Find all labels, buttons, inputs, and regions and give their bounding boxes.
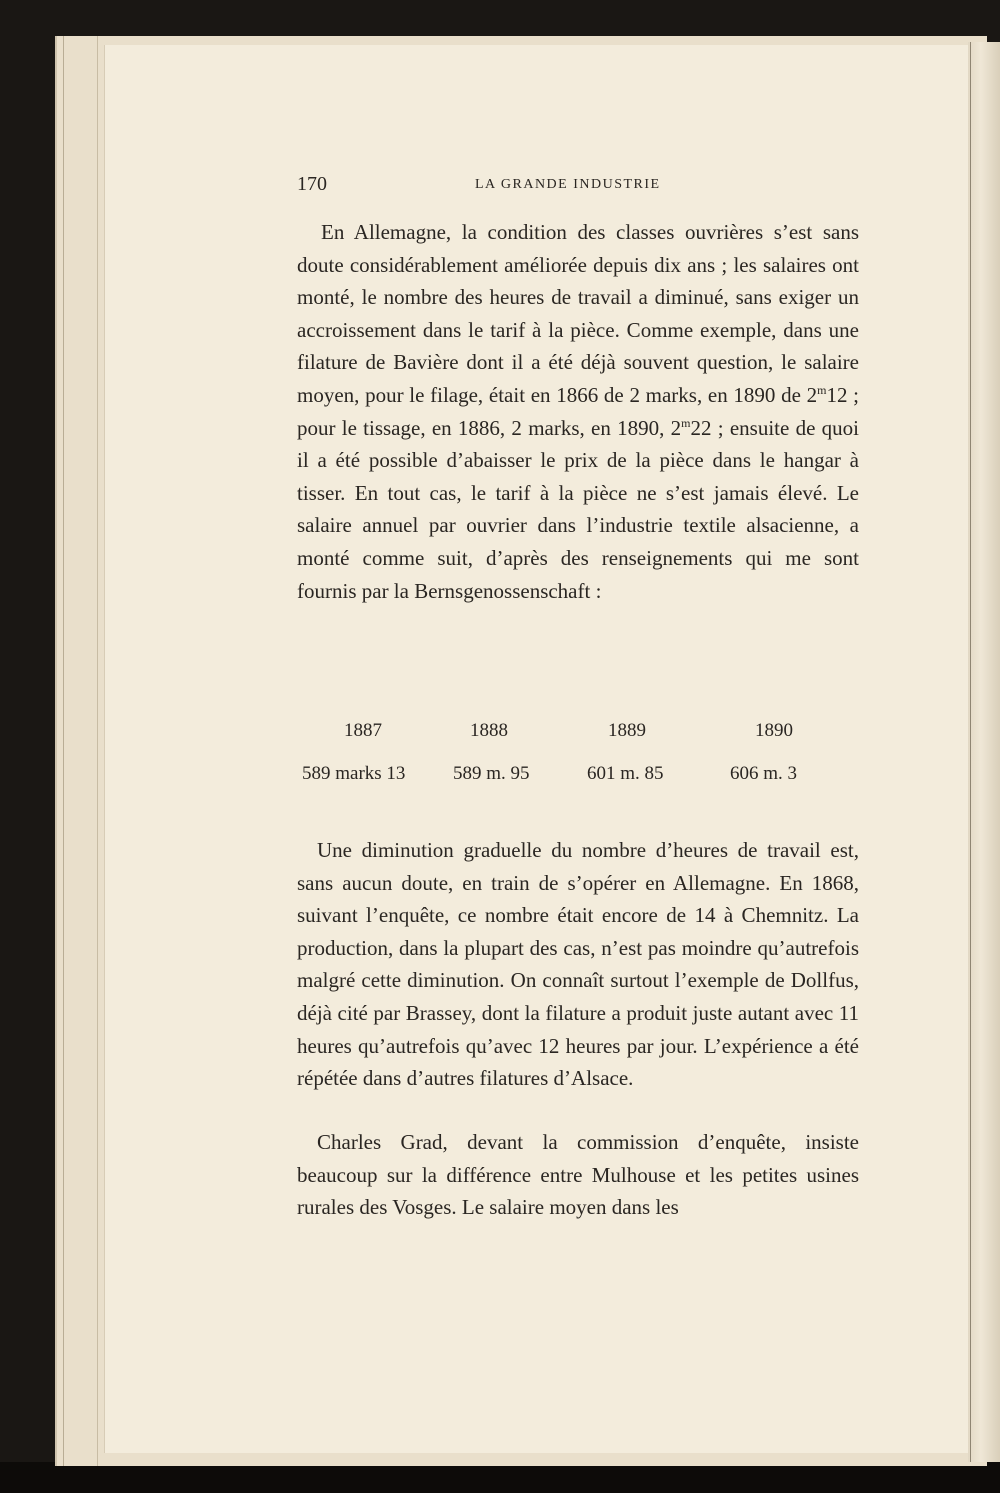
paragraph-1-text-c: 22 ; ensuite de quoi il a été possible d’abaisser le prix de la pièce dans le hangar à tisser. En tout cas, le tarif à la pièce ne s’est jamais élevé. Le salaire annuel par ouvrier dans l’industrie textile alsacienne, a monté comme suit, d’après des renseignements qui me sont fournis par la Bernsgenossenschaft : <box>297 415 859 603</box>
year-cell: 1888 <box>470 720 508 741</box>
paragraph-1-text-a: En Allemagne, la condition des classes ouvrières s’est sans doute considérablement améliorée depuis dix ans ; les salaires ont monté, le nombre des heures de travail a diminué, sans exiger un accroissement dans le tarif à la pièce. Comme exemple, dans une filature de Bavière dont il a été déjà souvent question, le salaire moyen, pour le filage, était en 1866 de 2 marks, en 1890 de 2 <box>297 220 859 407</box>
year-cell: 1889 <box>608 720 646 741</box>
value-cell: 601 m. 85 <box>587 763 664 784</box>
superscript-m: m <box>681 415 691 430</box>
paragraph-allemagne <box>297 216 859 607</box>
value-cell: 606 m. 3 <box>730 763 798 784</box>
superscript-m: m <box>817 382 827 397</box>
paragraph-1-text-b: 12 ; pour le tissage, en 1886, 2 marks, en 1890, 2 <box>297 382 859 440</box>
value-cell: 589 marks 13 <box>302 763 406 784</box>
paragraph-grad: Charles Grad, devant la commission d’enquête, insiste beaucoup sur la différence entre Mulhouse et les petites usines rurales des Vosges. Le salaire moyen dans les <box>297 1130 859 1220</box>
value-cell: 589 m. 95 <box>453 763 530 784</box>
year-cell: 1890 <box>755 720 793 741</box>
facing-page-edge <box>968 42 1000 1462</box>
page-number: 170 <box>297 173 327 195</box>
page-header <box>297 173 863 203</box>
year-cell: 1887 <box>344 720 382 741</box>
scan-background <box>0 1462 1000 1493</box>
running-head: LA GRANDE INDUSTRIE <box>475 177 661 192</box>
paragraph-diminution: Une diminution graduelle du nombre d’heures de travail est, sans aucun doute, en train de s’opérer en Allemagne. En 1868, suivant l’enquête, ce nombre était encore de 14 à Chemnitz. La production, dans la plupart des cas, n’est pas moindre qu’autrefois malgré cette diminution. On connaît surtout l’exemple de Dollfus, déjà cité par Brassey, dont la filature a produit juste autant avec 11 heures qu’autrefois qu’avec 12 heures par jour. L’expérience a été répétée dans d’autres filatures d’Alsace. <box>297 838 859 1091</box>
